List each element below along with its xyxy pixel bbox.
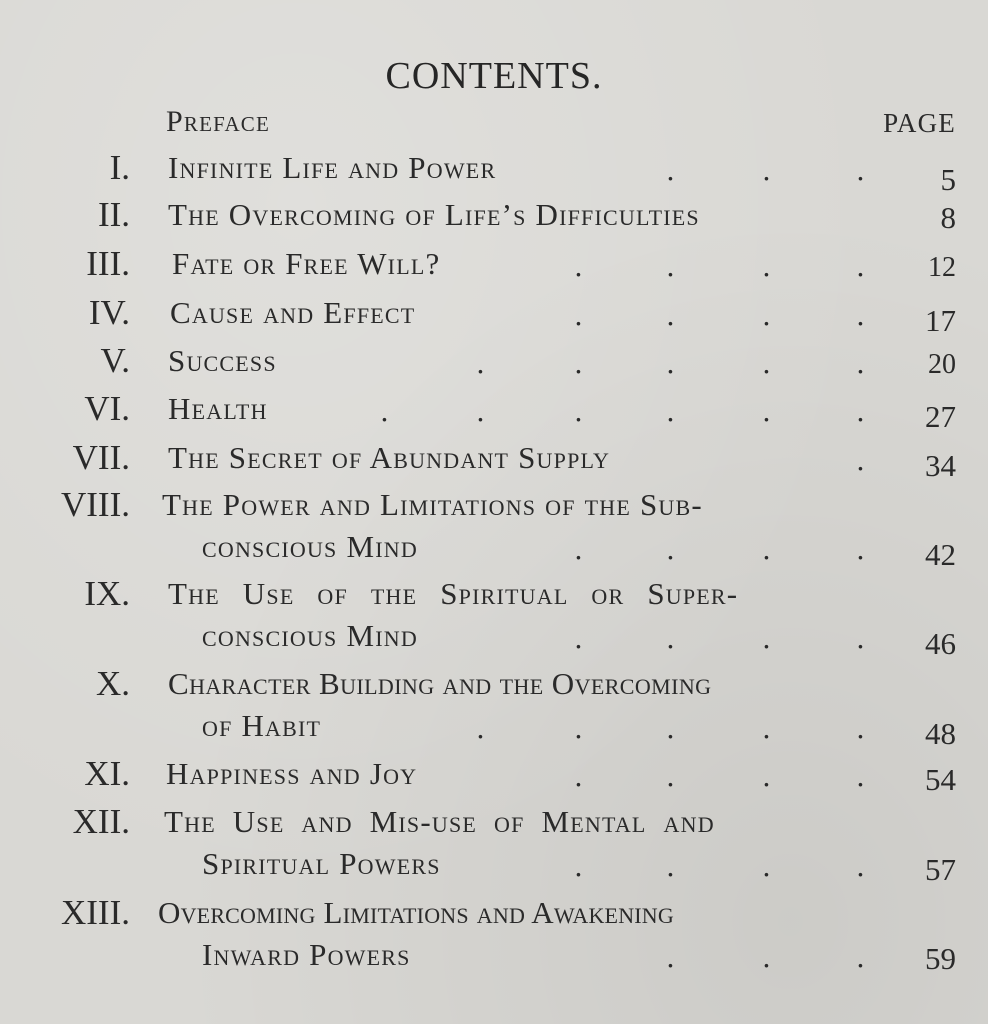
page-column-label: PAGE (883, 108, 956, 138)
toc-entry (0, 197, 988, 241)
page-number: 8 (940, 200, 956, 235)
toc-entry: IV. Cause and Effect . . . . 17 (88, 293, 956, 338)
toc-entry: X. Character Building and the Overcoming of Habit . . . . . 48 (95, 664, 956, 751)
toc-entry: XI. Happiness and Joy . . . . 54 (84, 754, 956, 797)
page-number: 48 (925, 716, 956, 751)
chapter-number: II. (97, 195, 130, 234)
page-number: 34 (925, 448, 956, 483)
chapter-title: The Secret of Abundant Supply (168, 440, 611, 475)
chapter-title-line: conscious Mind (202, 529, 418, 564)
chapter-number: XII. (72, 802, 130, 841)
chapter-number: III. (86, 244, 130, 283)
page-number: 42 (925, 537, 956, 572)
chapter-title-line: conscious Mind (202, 618, 418, 653)
page-number: 57 (925, 852, 956, 887)
chapter-title: Health (168, 391, 268, 426)
toc-entry: I. Infinite Life and Power . . . 5 (109, 148, 956, 197)
toc-entry: XII. The Use and Mis-use of Mental and Spiritual Powers . . . . 57 (72, 802, 956, 887)
page-number: 12 (928, 252, 956, 283)
page-number: 59 (925, 941, 956, 976)
chapter-title-line: Inward Powers (202, 937, 411, 972)
toc-entry: III. Fate or Free Will? . . . . 12 (86, 244, 956, 283)
toc-entry: VI. Health . . . . . . 27 (84, 389, 956, 434)
toc-entry: VIII. The Power and Limitations of the Sub- conscious Mind . . . . 42 (61, 485, 956, 572)
chapter-title: The Overcoming of Life’s Difficulties (168, 197, 700, 232)
chapter-title-line: Character Building and the Overcoming (168, 666, 712, 701)
chapter-number: VI. (84, 389, 130, 428)
chapter-title: Success (168, 343, 277, 378)
chapter-title-line: The Power and Limitations of the Sub- (162, 487, 703, 522)
toc-entry: IX. The Use of the Spiritual or Super- conscious Mind . . . . 46 (84, 574, 956, 661)
chapter-number: IX. (84, 574, 130, 613)
page-number: 54 (925, 762, 956, 797)
page-number: 20 (928, 349, 956, 380)
toc-entry: XIII. Overcoming Limitations and Awakening Inward Powers . . . 59 (61, 893, 956, 976)
page-title: CONTENTS. (385, 55, 603, 97)
toc-entry: VII. The Secret of Abundant Supply . 34 (72, 438, 956, 483)
chapter-title: Fate or Free Will? (172, 246, 441, 281)
chapter-number: VIII. (61, 485, 130, 524)
chapter-number: VII. (72, 438, 130, 477)
chapter-title-line: Spiritual Powers (202, 846, 441, 881)
chapter-title-line: The Use and Mis-use of Mental and (164, 804, 715, 839)
chapter-title-line: Overcoming Limitations and Awakening (158, 895, 674, 930)
chapter-title-line: The Use of the Spiritual or Super- (168, 576, 739, 611)
chapter-title: Cause and Effect (170, 295, 416, 330)
chapter-number: V. (100, 341, 130, 380)
page-number: 27 (925, 399, 956, 434)
chapter-number: IV. (88, 293, 130, 332)
page-number: 17 (925, 303, 956, 338)
toc-entry: V. Success . . . . . 20 (100, 341, 956, 380)
chapter-title: Infinite Life and Power (168, 150, 497, 185)
page-number: 5 (940, 162, 956, 197)
chapter-title: Happiness and Joy (166, 756, 418, 791)
preface-label: Preface (166, 105, 271, 138)
chapter-number: XIII. (61, 893, 130, 932)
chapter-number: X. (95, 664, 130, 703)
chapter-title-line: of Habit (202, 708, 322, 743)
chapter-number: I. (109, 148, 130, 187)
chapter-number: XI. (84, 754, 130, 793)
page-number: 46 (925, 626, 956, 661)
